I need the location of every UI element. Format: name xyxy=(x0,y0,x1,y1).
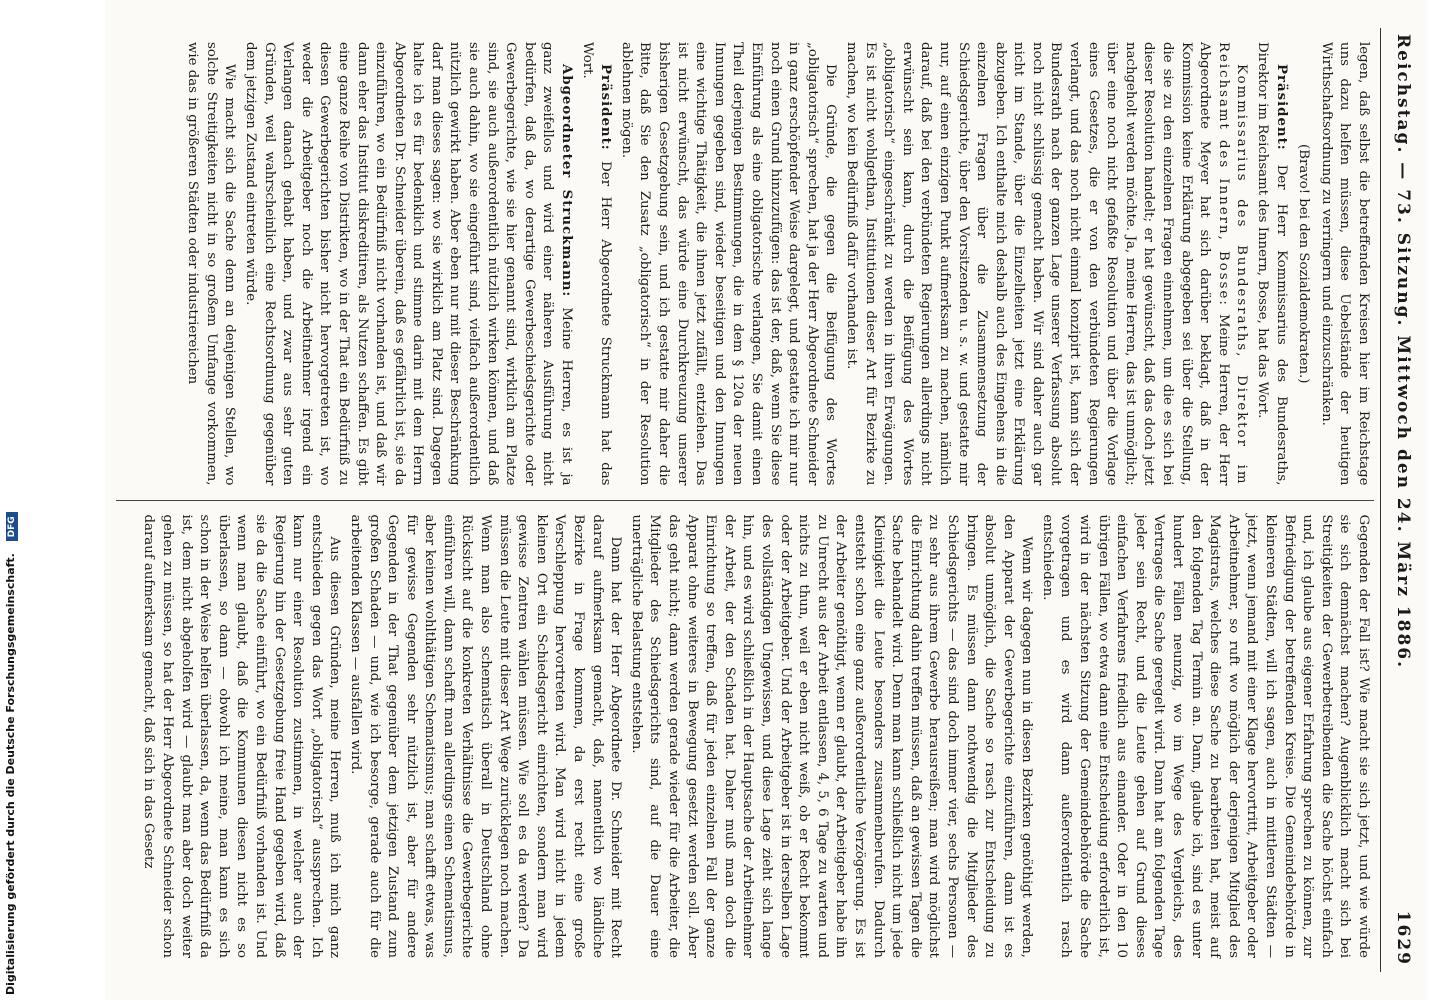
paragraph-text: Meine Herren, es ist ja ganz zweifellos und wird einer näheren Ausführung nicht bedürfen, daß da, wo derartige Gewerbeschiedsgerichte oder Gewerbegerichte, wie sie hier genannt sind, wirklich am Platze sind, sie auch außerordentlich nützlich wirken können, und daß sie auch dahin, wo sie eingeführt sind, vielfach außerordentlich nützlich gewirkt haben. Aber eben nur mit dieser Beschränkung darf man dieses sagen: wo sie wirklich am Platz sind. Dagegen halte ich es für bedenklich und stimme darin mit dem Herrn Abgeordneten Dr. Schneider überein, daß es gefährlich ist, sie da einzuführen, wo ein Bedürfniß nicht vorhanden ist, und daß wir dann eher das Institut diskreditiren, als Nutzen schaffen. Es gibt eine ganze Reihe von Distrikten, wo in der That ein Bedürfniß zu diesen Gewerbegerichten bisher nicht hervorgetreten ist, wo weder die Arbeitgeber noch die Arbeitnehmer irgend ein Verlangen danach gehabt haben, und zwar aus sehr guten Gründen, weil wahrscheinlich eine Rechtsordnung gegenüber dem jetzigen Zustand eintreten würde. xyxy=(242,42,575,486)
speaker-label: Kommissarius des Bundesraths, Direktor im Reichsamt des Innern, Bosse: xyxy=(1215,42,1250,486)
paragraph-text: Der Herr Abgeordnete Struckmann hat das Wort. xyxy=(579,42,614,486)
digitization-credit-strip xyxy=(0,0,24,1000)
dfg-logo: DFG xyxy=(6,512,18,541)
page-header xyxy=(1380,28,1413,972)
paragraph: Aus diesen Gründen, meine Herren, muß ich mich ganz entschieden gegen das Wort „obligatorisch“ aussprechen. Ich kann nur einer Resolution zustimmen, in welcher auch der Regierung hin der Gesetzgebung freie Hand gegeben wird, daß sie da die Sache einführt, wo ein Bedürfniß vorhanden ist. Und wenn man glaubt, daß die Kommunen diesen nicht es so überlassen, so dann — obwohl ich meine, man kann es sich schon in der Weise helfen überlassen, da, wenn das Bedürfniß da ist, dem nicht abgeholfen wird — glaubt man aber doch weiter gehen zu müssen, so hat der Herr Abgeordnete Schneider schon darauf aufmerksam gemacht, daß sich in das Gesetz xyxy=(141,514,343,958)
text-columns xyxy=(110,28,1380,972)
interjection: (Bravo! bei den Sozialdemokraten.) xyxy=(1296,144,1312,384)
paragraph-text: Der Herr Kommissarius des Bundesraths, Direktor im Reichsamt des Innern, Bosse, hat das Wort. xyxy=(1255,42,1289,486)
paragraph: Die Gründe, die gegen die Beifügung des Wortes „obligatorisch“ sprechen, hat ja der Herr Abgeordnete Schneider in ganz erschöpfender Weise dargelegt, und gestatte ich mir nur noch einen Grund hinzuzufügen: das ist der, daß, wenn Sie diese Einführung als eine obligatorische verlangen, Sie damit einen Theil derjenigen Bestimmungen, die in dem § 120a der neuen Innungen gegeben sind, wieder beseitigen und den Innungen eine wichtige Thätigkeit, die ihnen jetzt zufällt, entziehen. Das ist nicht erwünscht, das würde eine Durchkreuzung unserer bisherigen Gesetzgebung sein, und ich gestatte mir daher die Bitte, daß Sie den Zusatz „obligatorisch“ in der Resolution ablehnen mögen. xyxy=(618,42,839,486)
page-number: 1629 xyxy=(1393,910,1413,966)
paragraph: Wie macht sich die Sache denn an denjenigen Stellen, wo solche Streitigkeiten nicht in so großem Umfange vorkommen, wie das in größeren Städten oder industriereichen xyxy=(185,42,238,486)
paragraph: Wenn wir dagegen nun in diesen Bezirken genöthigt werden, den Apparat der Gewerbegerichte einzuführen, dann ist es absolut unmöglich, die Sache so rasch zur Entscheidung zu bringen. Es müssen dann nothwendig die Mitglieder des Schiedsgerichts — das sind doch immer vier, sechs Personen — zu sehr aus ihrem Gewerbe herausreißen; man wird möglichst die Einrichtung dahin treffen müssen, daß an gewissen Tagen die Sache behandelt wird. Denn man kann schließlich nicht um jede Kleinigkeit die Leute besonders zusammenberufen. Dadurch entsteht schon eine ganz außerordentliche Verzögerung. Es ist der Arbeiter genöthigt, wenn er glaubt, der Arbeitgeber habe ihn zu Unrecht aus der Arbeit entlassen, 4, 5, 6 Tage zu warten und nichts zu thun, weil er eben nicht weiß, ob er Recht bekommt oder der Arbeitgeber. Und der Arbeitgeber ist in derselben Lage des vollständigen Ungewissen, und diese Lage zieht sich lange hin, und es wird schließlich in der Hauptsache der Arbeitnehmer der Arbeit, der den Schaden hat. Daher muß man doch die Einrichtung so treffen, daß für jeden einzelnen Fall der ganze Apparat ohne weiteres in Bewegung gesetzt werden soll. Aber das geht nicht; dann werden gerade wieder für die Arbeiter, die Mitglieder des Schiedsgerichts sind, auf die Dauer eine unerträgliche Belastung entstehen. xyxy=(628,514,1035,958)
scanned-page xyxy=(105,0,1427,1000)
running-head: Reichstag. — 73. Sitzung. Mittwoch den 24. März 1886. xyxy=(1393,34,1413,670)
left-column xyxy=(110,28,1380,500)
speaker-label: Abgeordneter Struckmann: xyxy=(559,64,575,298)
paragraph xyxy=(577,42,614,486)
paragraph: Dann hat der Herr Abgeordnete Dr. Schneider mit Recht darauf aufmerksam gemacht, daß, namentlich wo ländliche Bezirke in Frage kommen, da erst recht eine große Verschleppung hervortreten wird. Man wird nicht in jedem kleinen Ort ein Schiedsgericht einrichten, sondern man wird gewisse Zentren wählen müssen. Wie soll es da werden? Da müssen die Leute mit dieser Art Wege zurücklegen noch machen. Wenn man also schematisch überall in Deutschland ohne Rücksicht auf die konkreten Verhältnisse die Gewerbegerichte einführen will, dann schafft man allerdings einen Schematismus, aber keinen wohlthätigen Schematismus; man schafft etwas, was für gewisse Gegenden sehr nützlich ist, aber für andere Gegenden in der That gegenüber dem jetzigen Zustand zum großen Schaden — und, wie ich besorge, gerade auch für die arbeitenden Klassen — ausfallen wird. xyxy=(347,514,624,958)
paragraph-text: Meine Herren, der Herr Abgeordnete Meyer hat sich darüber beklagt, daß in der Kommission keine Erklärung abgegeben sei über die Stellung, die sie zu den einzelnen Fragen einnehmen, um die es sich bei dieser Resolution handelt; er hat gewünscht, daß das doch jetzt nachgeholt werden möchte. Ja, meine Herren, das ist unmöglich; über eine noch nicht gefaßte Resolution und über die Vorlage eines Gesetzes, die er von den verbündeten Regierungen verlangt, und das noch nicht einmal konzipirt ist, kann sich der Bundesrath nach der ganzen Lage unserer Verfassung absolut noch nicht schlüssig gemacht haben. Wir sind daher auch gar nicht im Stande, über die Einzelheiten jetzt eine Erklärung abzugeben. Ich enthalte mich deshalb auch des Eingehens in die einzelnen Fragen über die Zusammensetzung der Schiedsgerichte, über den Vorsitzenden u. s. w. und gestatte mir nur, auf einen einzigen Punkt aufmerksam zu machen, nämlich darauf, daß bei den verbündeten Regierungen allerdings nicht erwünscht sein kann, durch die Beifügung des Wortes „obligatorisch“ eingeschränkt zu werden in ihren Erwägungen. Es ist nicht wohlgethan, Institutionen dieser Art für Bezirke zu machen, wo kein Bedürfniß dafür vorhanden ist. xyxy=(843,42,1231,486)
paragraph xyxy=(1252,42,1289,486)
credit-text: Digitalisierung gefördert durch die Deutsche Forschungsgemeinschaft. xyxy=(4,553,17,995)
paragraph: Gegenden der Fall ist? Wie macht sie sich jetzt, und wie würde sie sich demnächst machen? Augenblicklich macht sich bei Streitigkeiten der Gewerbetreibenden die Sache höchst einfach und, ich glaube aus eigener Erfahrung sprechen zu können, zur Befriedigung der betreffenden Kreise. Die Gemeindebehörde in kleineren Städten, will ich sagen, auch in mittleren Städten — jetzt, wenn jemand mit einer Klage hervortritt, Arbeitgeber oder Arbeitnehmer, so ruft wo möglich der derjenigen Mitglied des Magistrats, welches diese Sache zu bearbeiten hat, meist auf den folgenden Tag Termin an. Dann, glaube ich, sind es unter hundert Fällen neunzig, wo im Wege des Vergleichs, des Vertrages die Sache geregelt wird. Dann hat am folgenden Tage jeder sein Recht, und die Leute gehen auf Grund dieses einfachen Verfahrens friedlich aus einander. Oder in den 10 übrigen Fällen, wo etwa dann eine Entscheidung erforderlich ist, wird in der nächsten Sitzung der Gemeindebehörde die Sache vorgetragen und es wird dann außerordentlich rasch entschieden. xyxy=(1039,514,1371,958)
paragraph xyxy=(841,42,1250,486)
paragraph: legen, daß selbst die betreffenden Kreisen hier im Reichstage uns dazu helfen müssen, diese Uebelstände der heutigen Wirthschaftsordnung zu verringern und einzuschränken. xyxy=(1318,42,1371,486)
digitization-credit xyxy=(4,0,22,995)
paragraph xyxy=(240,42,575,486)
speaker-label: Präsident: xyxy=(1273,64,1289,151)
speaker-label: Präsident: xyxy=(598,64,614,151)
right-column xyxy=(110,501,1380,973)
